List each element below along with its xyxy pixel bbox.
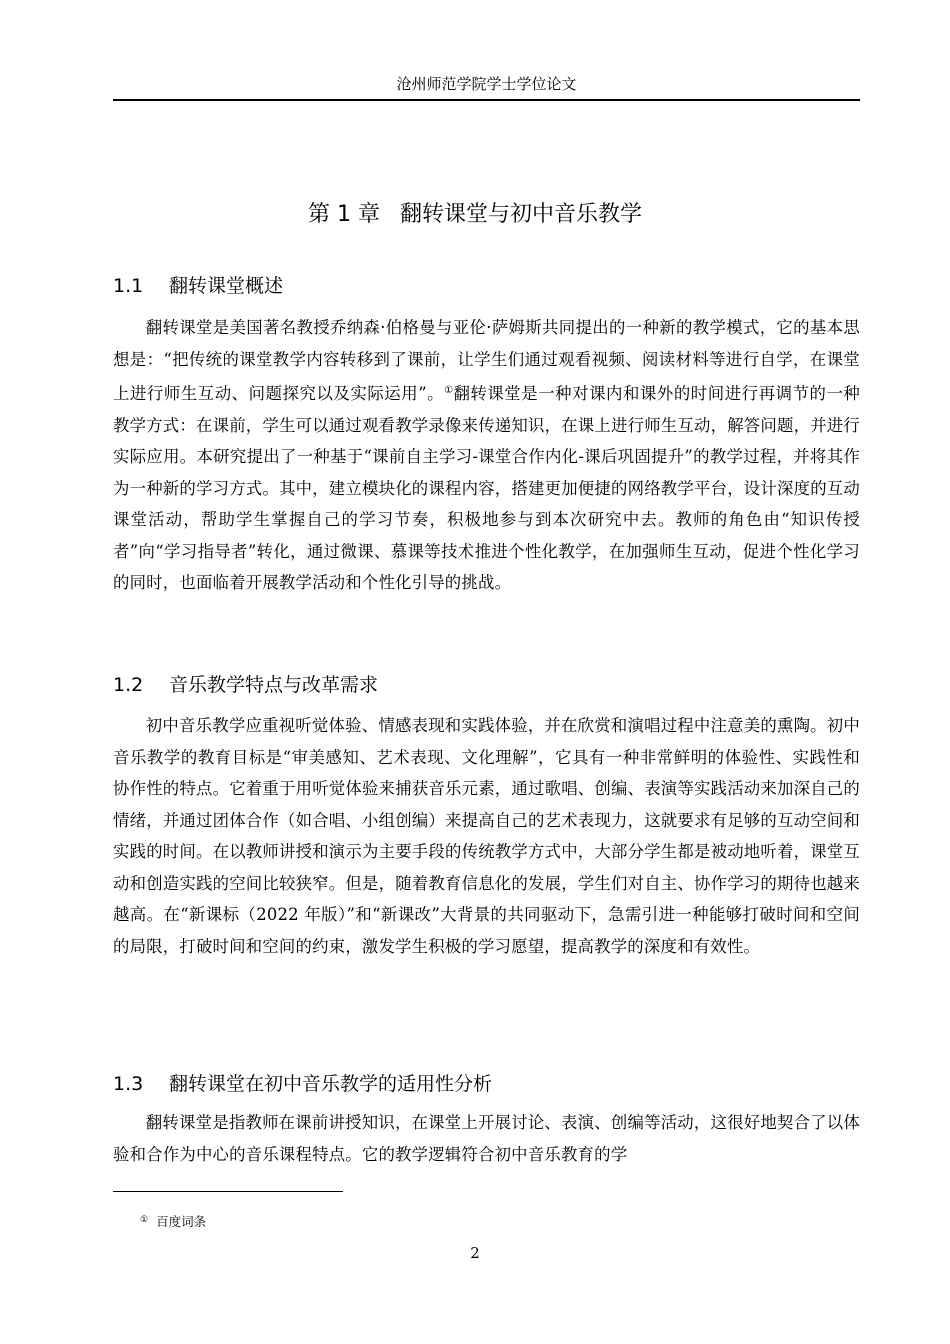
chapter-title [0,200,950,230]
footnote-mark: ① [140,1215,149,1225]
section-heading-1-1 [113,273,283,299]
running-header: 沧州师范学院学士学位论文 [396,75,577,93]
chapter-number: 第 1 章 [308,202,380,227]
section-1-1-paragraph [113,312,860,599]
footnote-text: 百度词条 [156,1214,207,1229]
section-1-3-paragraph: 翻转课堂是指教师在课前讲授知识，在课堂上开展讨论、表演、创编等活动，这很好地契合了以体验和合作为中心的音乐课程特点。它的教学逻辑符合初中音乐教育的学 [113,1113,860,1164]
footnote [140,1211,206,1231]
footnote-rule [113,1191,343,1192]
section-number: 1.3 [113,1073,144,1095]
chapter-title-text: 翻转课堂与初中音乐教学 [399,202,642,227]
section-title: 翻转课堂概述 [169,275,284,297]
section-title: 翻转课堂在初中音乐教学的适用性分析 [169,1073,493,1095]
header-rule [113,99,860,101]
paragraph-text: 翻转课堂是美国著名教授乔纳森·伯格曼与亚伦·萨姆斯共同提出的一种新的教学模式，它的基本思想是：“把传统的课堂教学内容转移到了课前，让学生们通过观看视频、阅读材料等进行自学，在课堂上进行师生互动、问题探究以及实际运用”。 [113,318,860,403]
footnote-reference: ① [444,385,454,396]
section-number: 1.2 [113,674,144,696]
paragraph-text: 翻转课堂是一种对课内和课外的时间进行再调节的一种教学方式：在课前，学生可以通过观看教学录像来传递知识，在课上进行师生互动，解答问题，并进行实际应用。本研究提出了一种基于“课前自主学习-课堂合作内化-课后巩固提升”的教学过程，并将其作为一种新的学习方式。其中，建立模块化的课程内容，搭建更加便捷的网络教学平台，设计深度的互动课堂活动，帮助学生掌握自己的学习节奏，积极地参与到本次研究中去。教师的角色由“知识传授者”向“学习指导者”转化，通过微课、慕课等技术推进个性化教学，在加强师生互动，促进个性化学习的同时，也面临着开展教学活动和个性化引导的挑战。 [113,384,860,592]
page-number: 2 [470,1244,480,1262]
section-heading-1-3 [113,1071,492,1097]
section-1-2-paragraph: 初中音乐教学应重视听觉体验、情感表现和实践体验，并在欣赏和演唱过程中注意美的熏陶。初中音乐教学的教育目标是“审美感知、艺术表现、文化理解”，它具有一种非常鲜明的体验性、实践性和协作性的特点。它着重于用听觉体验来捕获音乐元素，通过歌唱、创编、表演等实践活动来加深自己的情绪，并通过团体合作（如合唱、小组创编）来提高自己的艺术表现力，这就要求有足够的互动空间和实践的时间。在以教师讲授和演示为主要手段的传统教学方式中，大部分学生都是被动地听着，课堂互动和创造实践的空间比较狭窄。但是，随着教育信息化的发展，学生们对自主、协作学习的期待也越来越高。在“新课标（2022 年版）”和“新课改”大背景的共同驱动下，急需引进一种能够打破时间和空间的局限，打破时间和空间的约束，激发学生积极的学习愿望，提高教学的深度和有效性。 [113,716,860,956]
section-title: 音乐教学特点与改革需求 [169,674,379,696]
section-number: 1.1 [113,275,144,297]
section-heading-1-2 [113,672,378,698]
